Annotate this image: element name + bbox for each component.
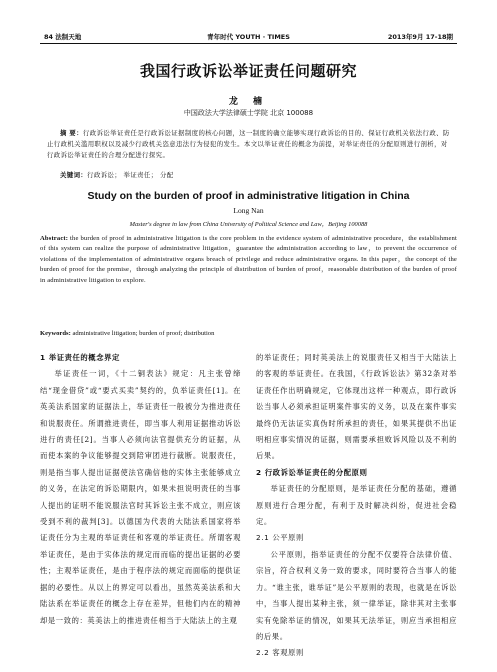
body-column-left xyxy=(40,350,241,629)
abstract-en-label: Abstract: xyxy=(40,235,69,242)
affiliation-en: Master's degree in law from China University of Political Science and Law，Beijing 100088 xyxy=(129,221,368,228)
header-date: 2013年9月 17-18期 xyxy=(387,33,453,41)
body-paragraph: 公平原则，指举证责任的分配不仅要符合法律价值、宗旨，符合权利义务一致的要求，同时要符合当事人的能力。“谁主张，谁举证”是公平原则的表现，也就是在诉讼中，当事人提出某种主张，须一律举证，除非其对主张事实有免除举证的情况，如果其无法举证，则应当承担相应的后果。 xyxy=(256,549,457,641)
body-column-right xyxy=(256,350,457,662)
section-heading-2: 2 行政诉讼举证责任的分配原则 xyxy=(256,467,368,477)
subsection-heading-2-1: 2.1 公平原则 xyxy=(256,533,304,543)
keywords-en-text: administrative litigation; burden of proof; distribution xyxy=(72,330,215,337)
abstract-en xyxy=(40,234,457,286)
body-paragraph: 举证责任的分配原则，是举证责任分配的基础，遵循原则进行合理分配，有利于及时解决纠纷，促进社会稳定。 xyxy=(256,484,457,527)
author-cn: 龙 楠 xyxy=(228,97,269,107)
keywords-cn-text: 行政诉讼； 举证责任； 分配 xyxy=(87,171,174,179)
keywords-en xyxy=(40,330,457,337)
header-section: 84 法制天地 xyxy=(44,33,82,41)
affiliation-cn: 中国政法大学法律硕士学院 北京 100088 xyxy=(183,109,314,117)
abstract-en-text: the burden of proof in administrative litigation is the core problem in the evidence system of administrative procedure，the establishment of this system can realize the purpose of administrative litigation，guarantee the administration according to law，to prevent the occurrence of violations of the implementation of administrative organs breach of privilege and reduce administrative organs. In this paper，the concept of the burden of proof for the premise，through analyzing the principle of distribution of burden of proof，reasonable distribution of the burden of proof in administrative litigation to explore. xyxy=(40,235,457,284)
section-heading-1: 1 举证责任的概念界定 xyxy=(40,353,120,362)
abstract-cn xyxy=(47,128,450,161)
header-journal: 青年时代 YOUTH · TIMES xyxy=(207,33,290,41)
title-en: Study on the burden of proof in administrative litigation in China xyxy=(87,190,410,202)
body-paragraph: 的举证责任；同时英美法上的说服责任又相当于大陆法上的客观的举证责任。在我国，《行政诉讼法》第32条对举证责任作出明确规定，它体现出这样一种观点，即行政诉讼当事人必须承担证明案件事实的义务，以及在案件事实最终仍无法证实真伪时所承担的责任，如果其提供不出证明相应事实情况的证据，则需要承担败诉风险以及不利的后果。 xyxy=(256,353,457,461)
header-rule xyxy=(40,43,457,44)
title-cn: 我国行政诉讼举证责任问题研究 xyxy=(139,62,357,80)
author-en: Long Nan xyxy=(233,206,264,215)
keywords-cn xyxy=(47,170,450,179)
subsection-heading-2-2: 2.2 客观原则 xyxy=(256,648,304,658)
abstract-cn-text: 行政诉讼举证责任是行政诉讼证据制度的核心问题，这一制度的确立能够实现行政诉讼的目的、保证行政机关依法行政、防止行政机关滥用职权以及减少行政机关恣意违法行为侵犯的发生。本文以举证责任的概念为前提，对举证责任的分配原则进行剖析，对行政诉讼举证责任的合理分配进行探究。 xyxy=(47,129,450,159)
keywords-cn-label: 关键词： xyxy=(60,171,88,179)
abstract-cn-label: 摘 要： xyxy=(60,129,83,137)
keywords-en-label: Keywords: xyxy=(40,330,71,337)
body-paragraph: 举证责任一词，《十二铜表法》规定：凡主张曾缔结“现金借贷”或“要式买卖”契约的，负举证责任[1]。在英美法系国家的证据法上，举证责任一般被分为推进责任和说服责任。所谓推进责任，即当事人利用证据推动诉讼进行的责任[2]。当事人必须向法官提供充分的证据，从而使本案的争议能够提交到陪审团进行裁断。说服责任，则是指当事人提出证据使法官确信他的实体主张能够成立的义务，在法定的诉讼期限内，如果未担说明责任的当事人提出的证明不能说服法官时其诉讼主张不成立，则应该受到不利的裁判[3]。以德国为代表的大陆法系国家将举证责任分为主观的举证责任和客观的举证责任。所谓客观举证责任，是由于实体法的规定而而临的提出证据的必要性；主观举证责任，是由于程序法的规定而面临的提供证据的必要性。从以上的界定可以看出，虽然英美法系和大陆法系在举证责任的概念上存在差异，但他们内在的精神却是一致的：英美法上的推进责任相当于大陆法上的主观 xyxy=(40,369,241,625)
